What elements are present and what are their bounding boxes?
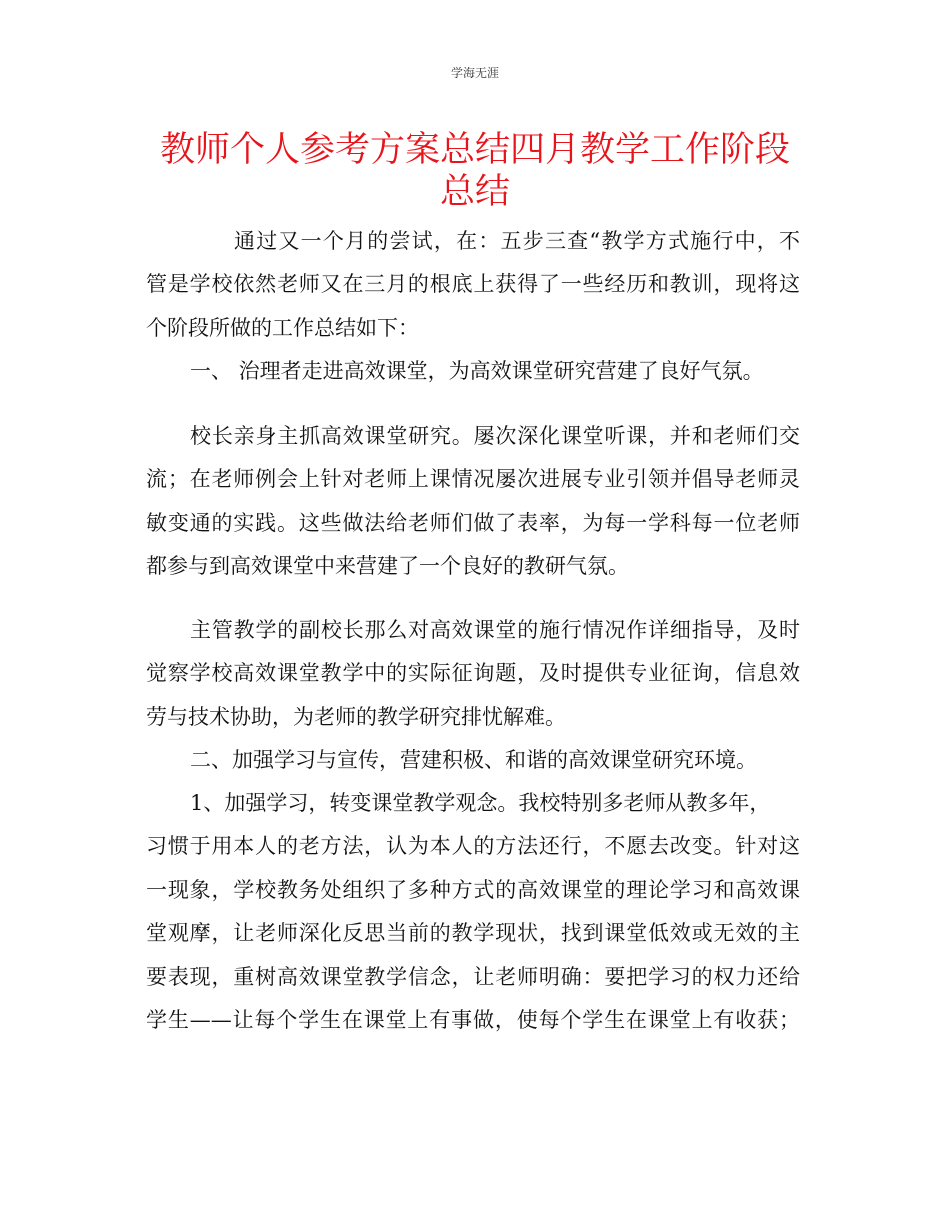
paragraph-line: 一、 治理者走进高效课堂，为高效课堂研究营建了良好气氛。 <box>190 359 764 383</box>
paragraph-line: 主管教学的副校长那么对高效课堂的施行情况作详细指导，及时 <box>190 618 800 642</box>
document-title-line-2: 总结 <box>439 172 510 212</box>
paragraph-line: 校长亲身主抓高效课堂研究。屡次深化课堂听课，并和老师们交 <box>190 424 800 448</box>
paragraph-line: 1、加强学习，转变课堂教学观念。我校特别多老师从教多年， <box>190 791 771 815</box>
paragraph-line: 敏变通的实践。这些做法给老师们做了表率，为每一学科每一位老师 <box>146 511 800 535</box>
paragraph-line: 个阶段所做的工作总结如下： <box>146 316 419 340</box>
paragraph-line: 要表现，重树高效课堂教学信念，让老师明确：要把学习的权力还给 <box>146 965 800 989</box>
paragraph-line: 劳与技术协助，为老师的教学研究排忧解难。 <box>146 705 566 729</box>
paragraph-line: 通过又一个月的尝试，在：五步三查“教学方式施行中，不 <box>234 229 800 253</box>
document-title-line-1: 教师个人参考方案总结四月教学工作阶段 <box>159 130 790 170</box>
paragraph-line: 习惯于用本人的老方法，认为本人的方法还行，不愿去改变。针对这 <box>146 834 800 858</box>
paragraph-line: 堂观摩，让老师深化反思当前的教学现状，找到课堂低效或无效的主 <box>146 921 800 945</box>
paragraph-line: 觉察学校高效课堂教学中的实际征询题，及时提供专业征询，信息效 <box>146 661 800 685</box>
paragraph-line: 一现象，学校教务处组织了多种方式的高效课堂的理论学习和高效课 <box>146 878 800 902</box>
paragraph-line: 流；在老师例会上针对老师上课情况屡次进展专业引领并倡导老师灵 <box>146 467 800 491</box>
paragraph-line: 学生——让每个学生在课堂上有事做，使每个学生在课堂上有收获； <box>146 1008 800 1032</box>
paragraph-line: 都参与到高效课堂中来营建了一个良好的教研气氛。 <box>146 554 629 578</box>
paragraph-line: 管是学校依然老师又在三月的根底上获得了一些经历和教训，现将这 <box>146 272 800 296</box>
paragraph-line: 二、加强学习与宣传，营建积极、和谐的高效课堂研究环境。 <box>190 748 757 772</box>
page-header: 学海无涯 <box>450 66 499 80</box>
